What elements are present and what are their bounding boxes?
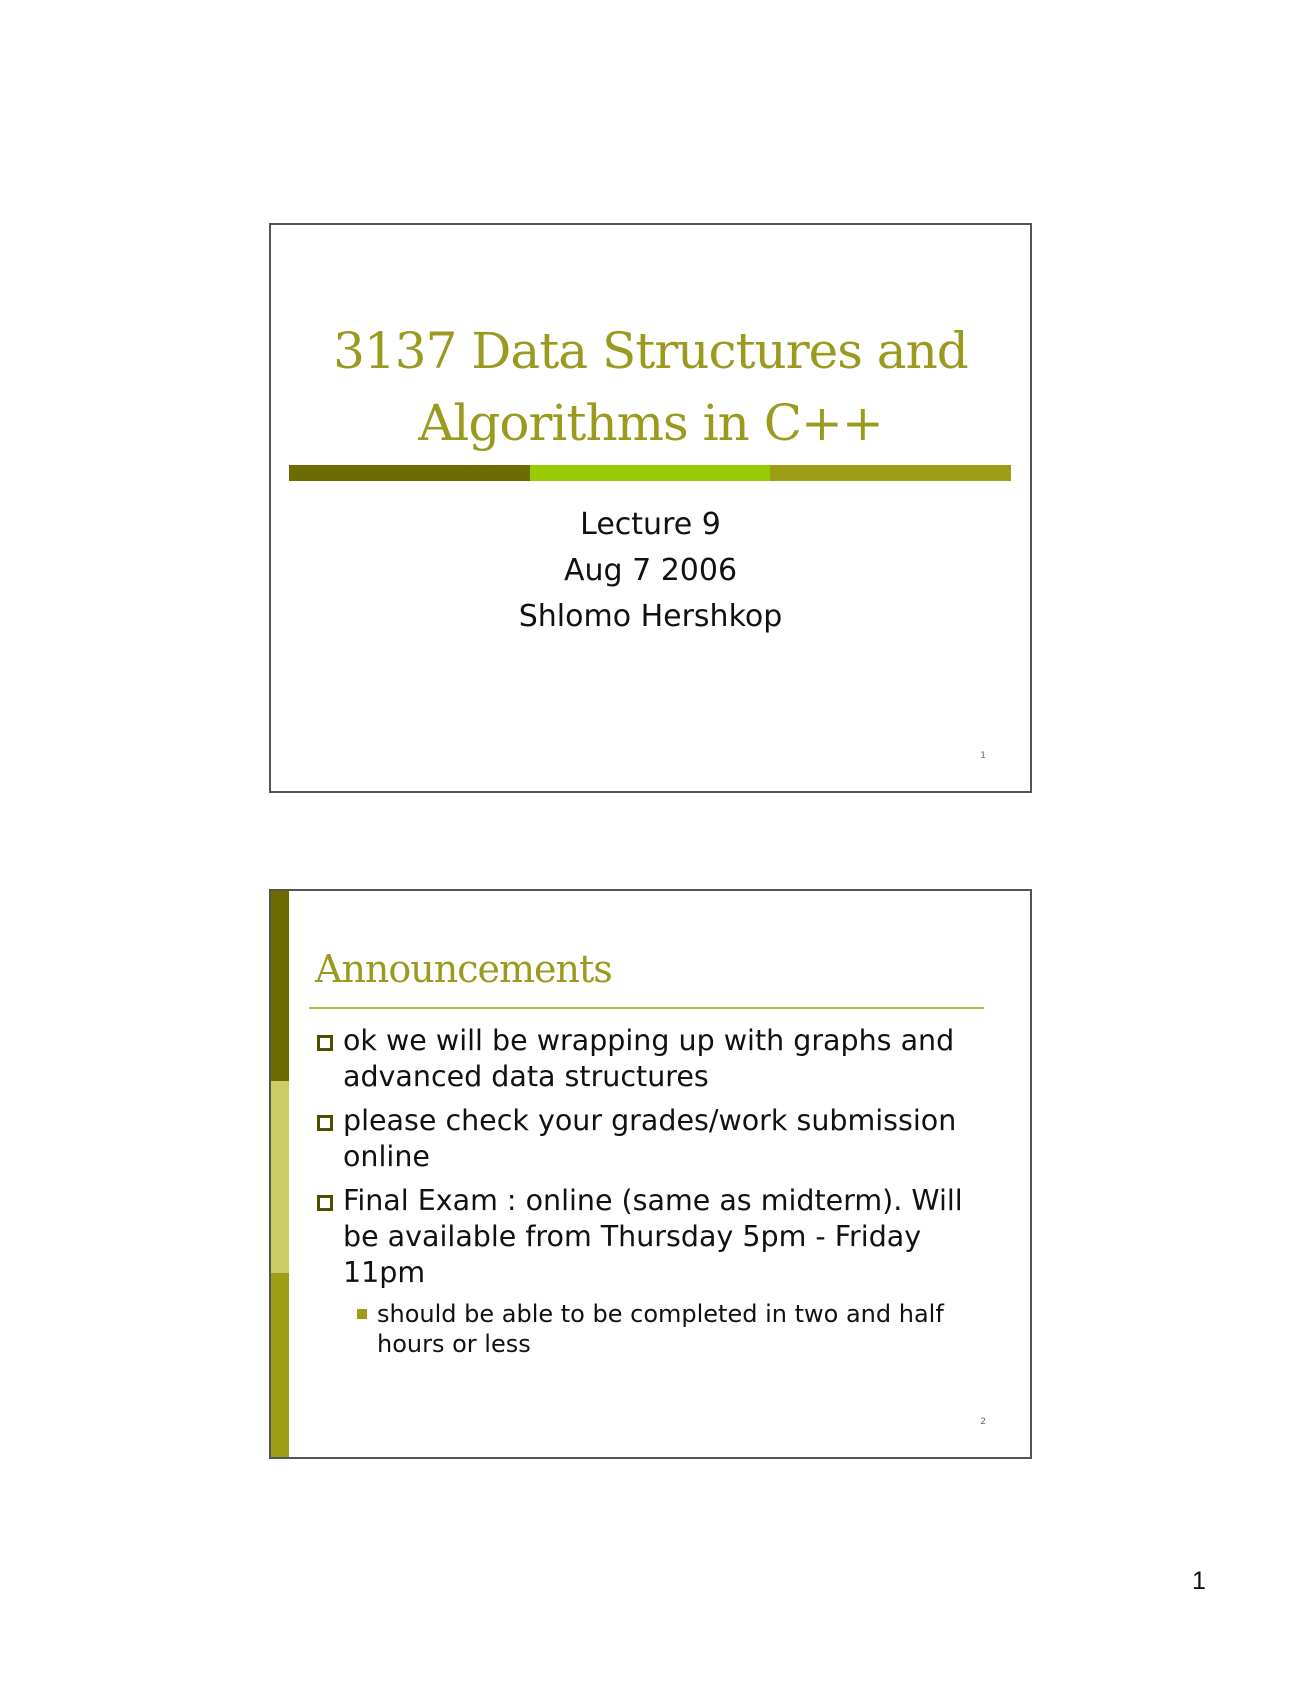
title-underline <box>309 1007 984 1009</box>
side-bar-segment-olive <box>271 1273 289 1459</box>
bullet-text: Final Exam : online (same as midterm). Will be available from Thursday 5pm - Friday 11pm <box>343 1184 963 1289</box>
slide-1-subtitle <box>271 502 1030 640</box>
hollow-square-bullet-icon <box>317 1115 333 1131</box>
side-bar-segment-dark <box>271 891 289 1081</box>
slide-1 <box>269 223 1032 793</box>
title-divider-bar <box>289 465 1011 481</box>
side-color-bar <box>271 891 289 1457</box>
divider-segment-bright <box>530 465 771 481</box>
filled-square-bullet-icon <box>357 1309 367 1319</box>
announcement-list <box>315 1023 1005 1359</box>
lecture-date: Aug 7 2006 <box>563 553 738 588</box>
side-bar-segment-light <box>271 1081 289 1273</box>
list-item <box>315 1103 1005 1175</box>
page-number: 1 <box>1192 1567 1206 1595</box>
slide-1-title-line-2: Algorithms in C++ <box>418 394 883 452</box>
slide-2-title: Announcements <box>315 947 612 991</box>
list-item <box>315 1023 1005 1095</box>
list-item <box>315 1183 1005 1291</box>
bullet-text: ok we will be wrapping up with graphs and advanced data structures <box>343 1024 955 1093</box>
lecture-label: Lecture 9 <box>580 507 721 542</box>
slide-1-title <box>271 315 1030 459</box>
slide-1-title-line-1: 3137 Data Structures and <box>333 322 968 380</box>
hollow-square-bullet-icon <box>317 1035 333 1051</box>
divider-segment-olive <box>770 465 1011 481</box>
bullet-text: please check your grades/work submission online <box>343 1104 957 1173</box>
sub-list-item <box>315 1299 1005 1359</box>
slide-1-number: 1 <box>980 751 986 761</box>
slide-2 <box>269 889 1032 1459</box>
divider-segment-dark <box>289 465 530 481</box>
slide-2-number: 2 <box>980 1417 986 1427</box>
lecturer-name: Shlomo Hershkop <box>518 599 783 634</box>
hollow-square-bullet-icon <box>317 1195 333 1211</box>
sub-bullet-text: should be able to be completed in two and half hours or less <box>377 1300 944 1358</box>
